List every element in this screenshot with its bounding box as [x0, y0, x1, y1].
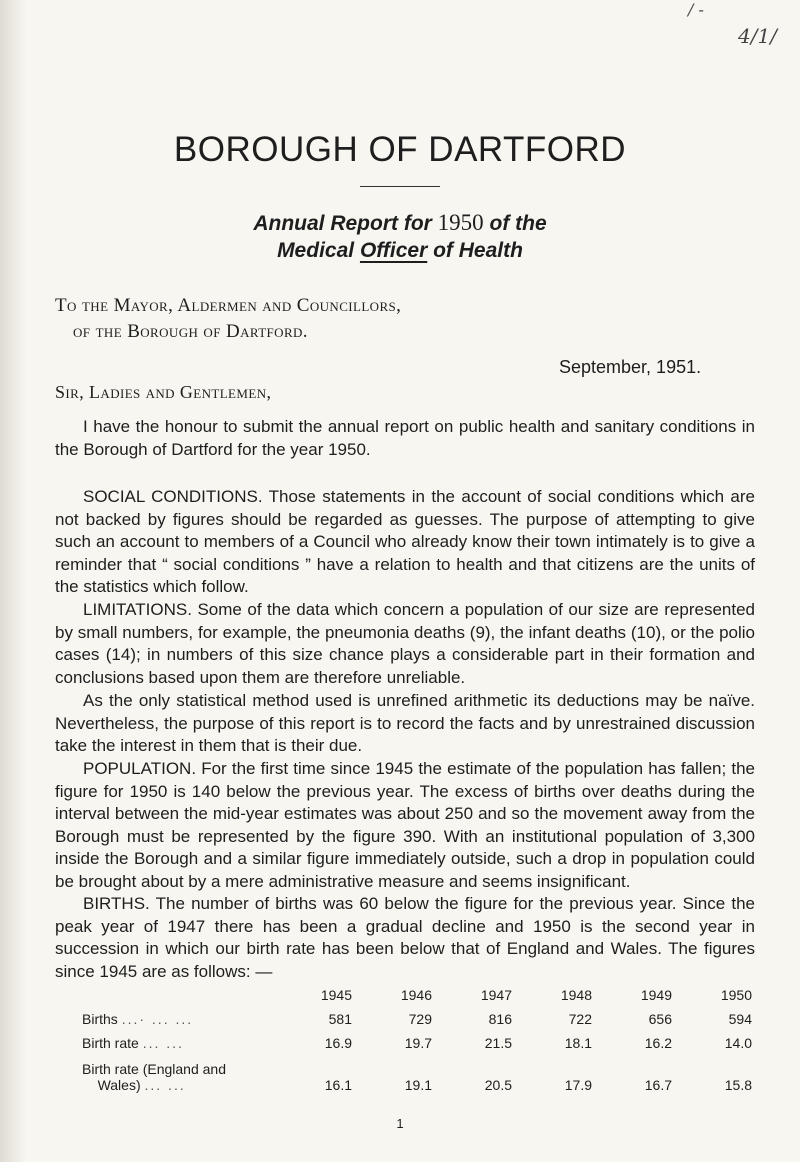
limitations-heading: LIMITATIONS. [83, 600, 192, 619]
births-text: The number of births was 60 below the figure for the previous year. Since the peak year of 1947 there has been a gradual decline and 1950 is the second year in succession in which our birth rate has been below that of England and Wales. The figures since 1945 are as follows: — [55, 894, 755, 981]
method-paragraph: As the only statistical method used is unrefined arithmetic its deductions may be naïve. Nevertheless, the purpose of this report is to record the facts and by unrestrained discussion take the interest in them that is their due. [55, 691, 755, 755]
table-row [82, 1027, 752, 1051]
births-paragraph [55, 893, 755, 983]
table-cell: 16.9 [324, 1035, 352, 1051]
population-heading: POPULATION. [83, 759, 197, 778]
social-conditions-text: Those statements in the account of social conditions which are not backed by figures should be regarded as guesses. The purpose of attempting to give such an account to members of a Council who already know their town intimately is to give a reminder that “ social conditions ” have a relation to health and that citizens are the units of the statistics which follow. [55, 487, 755, 596]
subtitle-line-1 [0, 210, 800, 236]
annotation-line-2: 4/1/ [738, 24, 777, 48]
table-cell: 816 [488, 1011, 512, 1027]
table-cell: 20.5 [484, 1077, 512, 1093]
year-header: 1950 [720, 987, 752, 1003]
subtitle-prefix: Annual Report for [253, 212, 432, 235]
address-line-1: To the Mayor, Aldermen and Councillors, [55, 295, 402, 316]
table-cell: 581 [328, 1011, 352, 1027]
table-row [82, 1051, 752, 1093]
year-header: 1948 [560, 987, 592, 1003]
table-header-row [82, 978, 752, 1003]
year-header: 1945 [320, 987, 352, 1003]
row-label: Birth rate ... ... [82, 1035, 184, 1051]
population-text: For the first time since 1945 the estimate of the population has fallen; the figure for 1950 is 140 below the previous year. The excess of births over deaths during the interval between the mid-year estimates was about 250 and so the movement away from the Borough must be represented by the figure 390. With an institutional population of 3,300 inside the Borough and a similar figure immediately outside, such a drop in population could be brought about by a mere administrative measure and seems insignificant. [55, 759, 755, 891]
annotation-line-1: / - [688, 0, 704, 19]
row-leader-dots: ... ... [144, 1077, 186, 1093]
births-table [82, 978, 752, 1093]
handwritten-annotation [684, 0, 794, 60]
table-cell: 14.0 [724, 1035, 752, 1051]
table-cell: 656 [648, 1011, 672, 1027]
subtitle-word-officer: Officer [359, 239, 428, 262]
table-cell: 18.1 [564, 1035, 592, 1051]
social-conditions-heading: SOCIAL CONDITIONS. [83, 487, 263, 506]
year-header: 1949 [640, 987, 672, 1003]
title-divider [360, 186, 440, 187]
table-cell: 16.1 [324, 1077, 352, 1093]
year-header: 1946 [400, 987, 432, 1003]
limitations-text: Some of the data which concern a population of our size are represented by small numbers, for example, the pneumonia deaths (9), the infant deaths (10), or the polio cases (14); in numbers of this size chance plays a considerable part in their formation and conclusions based upon them are therefore unreliable. [55, 600, 755, 687]
row-label: Births ...· ... ... [82, 1011, 194, 1027]
table-cell: 19.1 [404, 1077, 432, 1093]
limitations-paragraph [55, 599, 755, 689]
row-label: Birth rate (England and Wales) ... ... [82, 1061, 226, 1093]
table-cell: 15.8 [724, 1077, 752, 1093]
table-cell: 729 [408, 1011, 432, 1027]
table-cell: 16.2 [644, 1035, 672, 1051]
table-row [82, 1003, 752, 1027]
salutation: Sir, Ladies and Gentlemen, [55, 382, 272, 402]
births-heading: BIRTHS. [83, 894, 150, 913]
page-edge-shadow [0, 0, 26, 1162]
letter-date: September, 1951. [559, 357, 702, 377]
year-header: 1947 [480, 987, 512, 1003]
table-cell: 19.7 [404, 1035, 432, 1051]
table-cell: 16.7 [644, 1077, 672, 1093]
row-leader-dots: ...· ... ... [121, 1011, 194, 1027]
subtitle-line-2 [0, 239, 800, 263]
table-cell: 17.9 [564, 1077, 592, 1093]
row-leader-dots: ... ... [142, 1035, 184, 1051]
subtitle-suffix: of the [489, 212, 547, 235]
page-title: BOROUGH OF DARTFORD [173, 130, 627, 169]
table-cell: 722 [568, 1011, 592, 1027]
subtitle-word-of-health: of Health [433, 239, 523, 262]
page-number: 1 [396, 1116, 404, 1131]
population-paragraph [55, 758, 755, 893]
address-line-2: of the Borough of Dartford. [73, 321, 308, 342]
intro-paragraph: I have the honour to submit the annual report on public health and sanitary conditions in the Borough of Dartford for the year 1950. [55, 417, 755, 459]
table-cell: 21.5 [484, 1035, 512, 1051]
subtitle-word-medical: Medical [277, 239, 355, 262]
report-year: 1950 [437, 210, 484, 235]
table-cell: 594 [728, 1011, 752, 1027]
social-conditions-paragraph [55, 486, 755, 599]
